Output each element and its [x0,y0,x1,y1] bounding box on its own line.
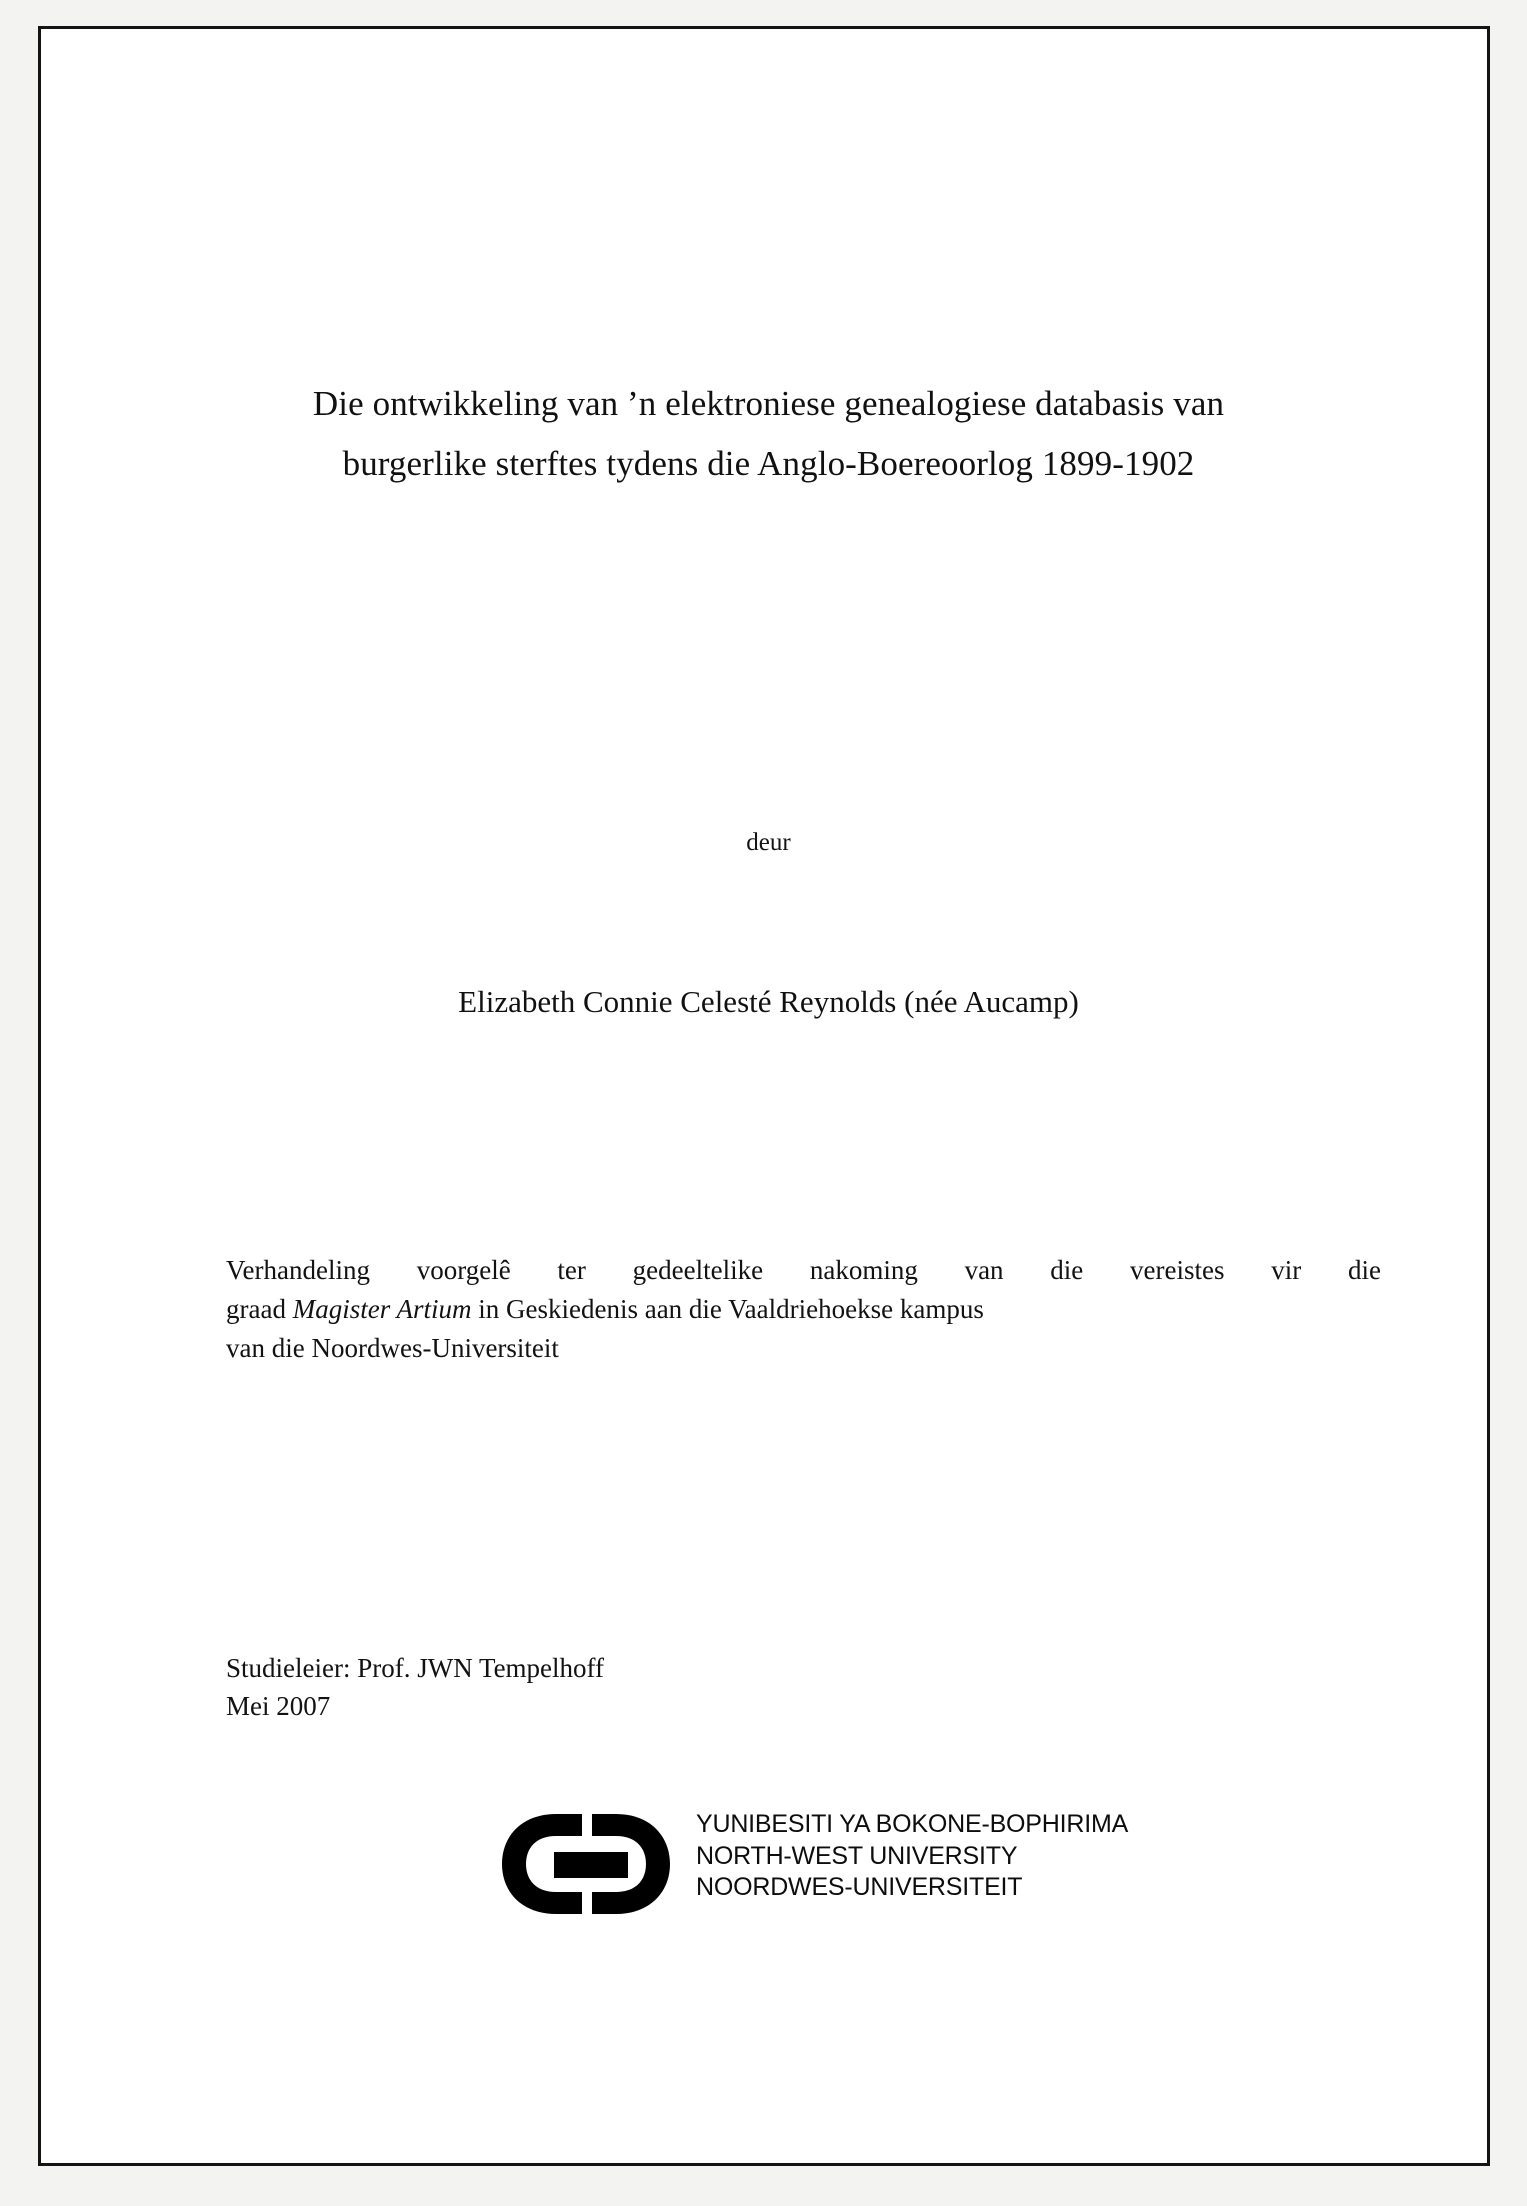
degree-statement [226,1251,1381,1368]
statement-line-3: van die Noordwes-Universiteit [226,1332,559,1363]
statement-line-1: Verhandeling voorgelê ter gedeeltelike nakoming van die vereistes vir die [226,1255,1381,1285]
title-line-2: burgerlike sterftes tydens die Anglo-Boereoorlog 1899-1902 [342,444,1195,484]
date-line: Mei 2007 [226,1691,331,1722]
statement-line-2-pre: graad [226,1293,293,1324]
logo-text-line-2: NORTH-WEST UNIVERSITY [696,1841,1018,1870]
title-page-sheet [38,26,1490,2166]
statement-line-2-post: in Geskiedenis aan die Vaaldriehoekse kampus [471,1293,984,1324]
supervisor-line: Studieleier: Prof. JWN Tempelhoff [226,1653,605,1683]
logo-text-line-3: NOORDWES-UNIVERSITEIT [696,1873,1023,1901]
degree-name: Magister Artium [292,1293,472,1324]
page-content-area [41,29,1487,2163]
north-west-university-logo-icon [496,1808,686,1920]
author-name: Elizabeth Connie Celesté Reynolds (née Aucamp) [458,984,1079,1019]
supervisor-block [226,1649,1126,1726]
logo-text-line-1: YUNIBESITI YA BOKONE-BOPHIRIMA [696,1810,1129,1838]
statement-line-2 [226,1290,1381,1329]
byline-label: deur [746,829,791,856]
logo-text-block [696,1809,1128,1904]
page-title [181,374,1356,494]
title-line-1: Die ontwikkeling van ’n elektroniese genealogiese databasis van [312,384,1225,423]
university-logo [496,1804,1136,1924]
